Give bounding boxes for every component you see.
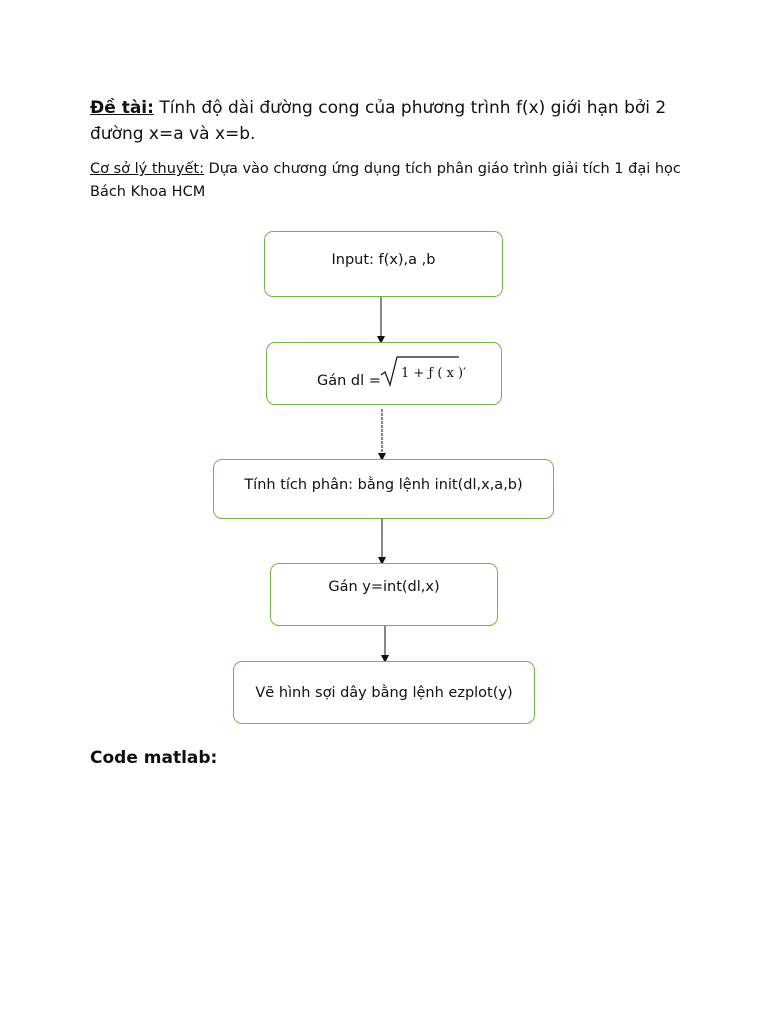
flow-step-integral <box>213 459 554 519</box>
flow-step-input <box>264 231 503 297</box>
topic-label: Đề tài: <box>90 98 154 118</box>
sqrt-formula-text: 1 + ƒ ( x )′ <box>401 366 467 381</box>
flow-step-assign-y <box>270 563 498 626</box>
theory-label: Cơ sở lý thuyết: <box>90 161 204 177</box>
flow-step-plot-text: Vẽ hình sợi dây bằng lệnh ezplot(y) <box>255 684 513 701</box>
flow-step-dl-label: Gán dl = <box>317 373 381 389</box>
flow-step-assign-y-text: Gán y=int(dl,x) <box>328 579 440 595</box>
theory-text: Dựa vào chương ứng dụng tích phân giáo trình giải tích 1 đại học Bách Khoa HCM <box>90 161 681 200</box>
code-heading: Code matlab: <box>90 748 218 768</box>
flow-step-assign-dl <box>266 342 502 405</box>
flow-step-input-text: Input: f(x),a ,b <box>331 252 436 268</box>
flow-step-integral-text: Tính tích phân: bằng lệnh init(dl,x,a,b) <box>244 477 523 493</box>
flow-step-plot <box>233 661 535 724</box>
topic-text: Tính độ dài đường cong của phương trình f(x) giới hạn bởi 2 đường x=a và x=b. <box>90 98 667 144</box>
sqrt-formula <box>379 355 499 389</box>
